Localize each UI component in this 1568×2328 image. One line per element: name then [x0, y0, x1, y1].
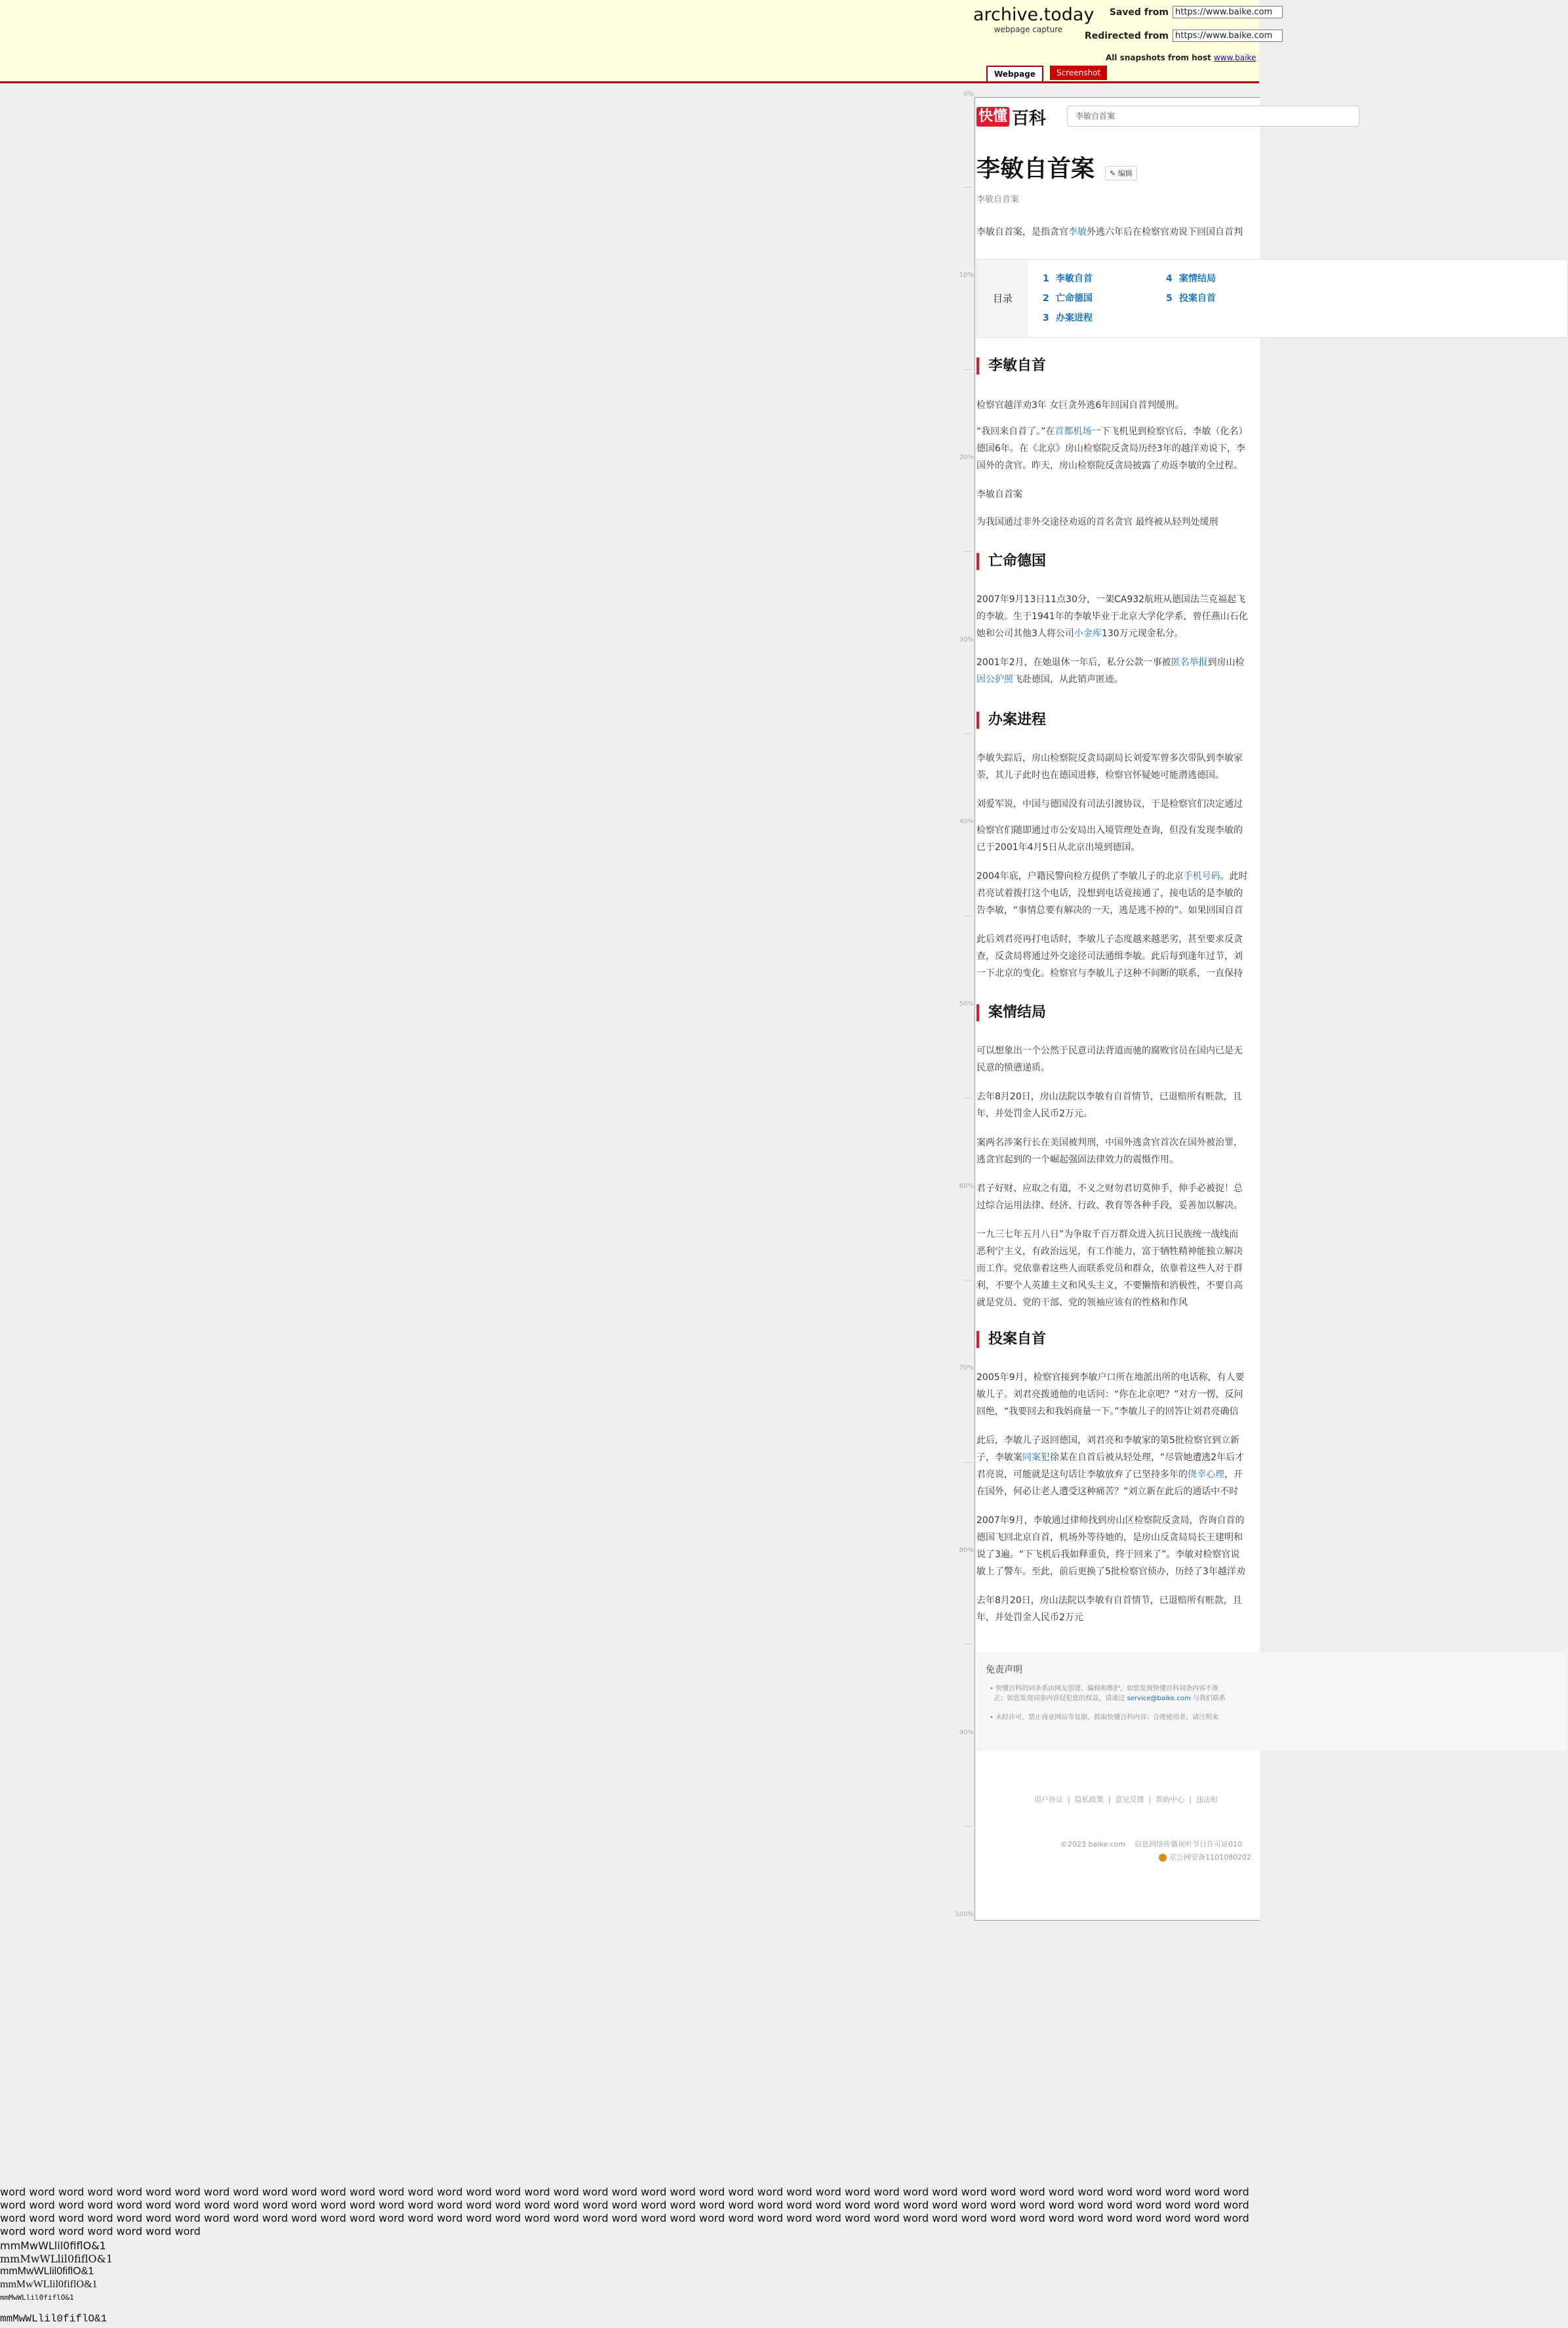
ruler-tick [964, 1462, 972, 1463]
inline-link[interactable]: 匿名举报 [1171, 657, 1208, 668]
saved-from-row [1062, 6, 1283, 18]
summary-link[interactable]: 李敏 [1068, 227, 1087, 237]
footer-police-record[interactable]: 京公网安备1101080202 [1159, 1852, 1251, 1862]
disclaimer-title: 免责声明 [986, 1665, 1022, 1675]
font-test-line: mmMwWLlil0fiflO&1 [0, 2279, 98, 2290]
license-link[interactable]: 信息网络传播视听节目许可证010 [1135, 1840, 1243, 1848]
ruler-tick [964, 1826, 972, 1827]
ruler-tick [964, 733, 972, 734]
article-title: 李敏自首案 [976, 155, 1095, 182]
inline-link[interactable]: 同案犯 [1022, 1452, 1050, 1463]
redirected-from-row [1062, 30, 1283, 42]
article-subtitle: 李敏自首案 [976, 195, 1020, 205]
paragraph: 去年8月20日，房山法院以李敏有自首情节，已退赔所有赃款，且 年，并处罚金人民币2万元。 [976, 1092, 1242, 1119]
ruler-mark: 80% [959, 1547, 974, 1554]
paragraph: 此后刘君亮再打电话时，李敏儿子态度越来越恶劣，甚至要求反贪 查，反贪局将通过外交途径司法通缉李敏。此后每到逢年过节，刘 一下北京的变化。检察官与李敏儿子这种不间断的联系，一直保持 [976, 934, 1243, 979]
paragraph: 此后，李敏儿子返回德国，刘君亮和李敏家的第5批检察官到立新 子，李敏案同案犯徐某在自首后被从轻处理，“尽管她遭逃2年后才 君亮说，可能就是这句话让李敏放弃了已坚持多年的侥幸心理，开 在国外，何必让老人遭受这种痛苦？”刘立新在此后的通话中不时 [976, 1435, 1245, 1497]
saved-from-label: Saved from [1109, 7, 1169, 18]
ruler-mark: 20% [959, 454, 974, 461]
ruler-tick [964, 551, 972, 552]
paragraph: 检察官越洋劝3年 女巨贪外逃6年回国自首判缓刑。 [976, 400, 1184, 411]
archive-subtitle: webpage capture [994, 25, 1063, 34]
inline-link[interactable]: 小金库 [1074, 628, 1102, 639]
host-snapshots-link[interactable]: www.baike [1213, 53, 1256, 62]
paragraph: “我回来自首了。”在首都机场一下飞机见到检察官后，李敏（化名） 德国6年。在《北京》房山检察院反贪局历经3年的越洋劝说下，李 国外的贪官。昨天，房山检察院反贪局披露了劝返李敏的全过程。 [976, 426, 1248, 471]
service-email-link[interactable]: service@baike.com [1127, 1695, 1191, 1702]
toc-item[interactable]: 3 办案进程 [1043, 313, 1093, 323]
edit-label: 编辑 [1117, 169, 1133, 178]
tab-webpage[interactable]: Webpage [986, 66, 1043, 81]
font-test-line: mmMwWLlil0fiflO&1 [0, 2293, 74, 2302]
paragraph: 2004年底，户籍民警向检方提供了李敏儿子的北京手机号码。此时 君亮试着拨打这个电话，没想到电话竟接通了，接电话的是李敏的 告李敏，“事情总要有解决的一天，逃是逃不掉的”。如果回国自首 [976, 871, 1248, 916]
redirected-from-url[interactable]: https://www.baike.com [1173, 30, 1283, 42]
footer-links: 用户协议 | 隐私政策 | 意见反馈 | 帮助中心 | 违法和 [1034, 1795, 1218, 1804]
footer-link[interactable]: 违法和 [1196, 1795, 1218, 1804]
ruler-mark: 0% [963, 91, 974, 98]
disclaimer-line: • 快懂百科的词条系由网友创建、编辑和维护，如您发现快懂百科词条内容不准 正；如您发现词条内容侵犯您的权益，请通过 service@baike.com 与我们联系 [990, 1685, 1226, 1702]
redirected-from-label: Redirected from [1084, 30, 1169, 41]
disclaimer-box [976, 1652, 1567, 1751]
ruler-tick [964, 187, 972, 188]
font-test-line: mmMwWLlil0fiflO&1 [0, 2266, 94, 2277]
paragraph: 一九三七年五月八日”为争取千百万群众进入抗日民族统一战线而 恶利宁主义，有政治远见，有工作能力，富于牺牲精神能独立解决 而工作。党依靠着这些人而联系党员和群众，依靠着这些人对于群 利，不要个人英雄主义和风头主义，不要懒惰和消极性，不要自高 就是党员、党的干部、党的领袖应该有的性格和作风 [976, 1229, 1243, 1308]
ruler-mark: 70% [959, 1364, 974, 1372]
saved-from-url[interactable]: https://www.baike.com [1173, 6, 1283, 18]
ruler-mark: 30% [959, 636, 974, 643]
host-snapshots-row [1106, 53, 1256, 62]
toc-label: 目录 [977, 260, 1028, 337]
section-heading: 案情结局 [976, 1004, 1046, 1021]
section-heading: 办案进程 [976, 712, 1046, 729]
section-heading: 亡命德国 [976, 553, 1046, 570]
paragraph: 可以想象出一个公然于民意司法背道而驰的腐败官员在国内已是无 民意的愤懑递质。 [976, 1046, 1243, 1073]
pencil-icon: ✎ [1110, 169, 1116, 178]
archive-header [0, 0, 1273, 83]
footer-link[interactable]: 隐私政策 [1074, 1795, 1104, 1804]
edit-button[interactable] [1105, 166, 1137, 180]
paragraph: 2001年2月，在她退休一年后，私分公款一事被匿名举报到房山检 因公护照飞赴德国，从此销声匿迹。 [976, 657, 1245, 685]
paragraph: 李敏失踪后，房山检察院反贪局副局长刘爱军曾多次带队到李敏家 荼，其儿子此时也在德国进修，检察官怀疑她可能潜逃德国。 [976, 753, 1243, 781]
ruler-mark: 40% [959, 818, 974, 825]
table-of-contents [976, 259, 1568, 338]
toc-item[interactable]: 5 投案自首 [1166, 293, 1216, 304]
footer-link[interactable]: 意见反馈 [1115, 1795, 1144, 1804]
paragraph: 去年8月20日，房山法院以李敏有自首情节，已退赔所有赃款，且 年，并处罚金人民币2万元 [976, 1595, 1242, 1623]
inline-link[interactable]: 手机号码 [1183, 871, 1220, 882]
font-test-line: mmMwWLlil0fiflO&1 [0, 2253, 113, 2265]
paragraph: 检察官们随即通过市公安局出入境管理处查询，但没有发现李敏的 已于2001年4月5日从北京出境到德国。 [976, 825, 1243, 853]
logo-mark: 快懂 [976, 107, 1009, 127]
ruler-mark: 10% [959, 272, 974, 279]
paragraph: 李敏自首案 [976, 489, 1022, 500]
inline-link[interactable]: 首都机场 [1055, 426, 1092, 437]
logo-text: 百科 [1012, 108, 1047, 129]
toc-item[interactable]: 2 亡命德国 [1043, 293, 1093, 304]
toc-item[interactable]: 4 案情结局 [1166, 274, 1216, 284]
paragraph: 为我国通过非外交途径劝返的首名贪官 最终被从轻判处缓刑 [976, 517, 1218, 527]
paragraph: 2007年9月13日11点30分，一架CA932航班从德国法兰克福起飞 的李敏。生于1941年的李敏毕业于北京大学化学系，曾任燕山石化 她和公司其他3人将公司小金库130万元现金私分。 [976, 594, 1248, 639]
paragraph: 君子好财、应取之有道，不义之财勿君切莫伸手，伸手必被捉！总 过综合运用法律、经济、行政、教育等各种手段，妥善加以解决。 [976, 1183, 1243, 1211]
ruler-tick [964, 1097, 972, 1098]
paragraph: 2005年9月，检察官接到李敏户口所在地派出所的电话称，有人要 敏儿子。刘君亮拨通他的电话问：“你在北京吧？”对方一愣，反问 回绝，“我要回去和我妈商量一下。”李敏儿子的回答让刘君亮确信 [976, 1372, 1245, 1417]
paragraph: 刘爱军说，中国与德国没有司法引渡协议，于是检察官们决定通过 [976, 799, 1243, 809]
archive-title[interactable]: archive.today [973, 5, 1095, 25]
inline-link[interactable]: 侥幸心理 [1188, 1469, 1224, 1480]
ruler-mark: 50% [959, 1000, 974, 1008]
ruler-mark: 60% [959, 1183, 974, 1190]
font-test-line: mmMwWLlil0fiflO&1 [0, 2313, 108, 2325]
host-snapshots-label: All snapshots from host [1106, 53, 1211, 62]
font-test-line: mmMwWLlil0fiflO&1 [0, 2239, 106, 2252]
ruler-mark: 90% [959, 1729, 974, 1736]
ruler-tick [964, 369, 972, 370]
police-badge-icon [1159, 1854, 1167, 1862]
section-heading: 李敏自首 [976, 357, 1046, 375]
article-summary: 李敏自首案，是指贪官李敏外逃六年后在检察官劝说下回国自首判 [976, 227, 1243, 237]
search-input[interactable]: 李敏自首案 [1067, 106, 1359, 127]
font-test-words: word word word word word word word word word word word word word word word word word word word word word word word word word word word word word word word word word word word word word word word word word word word word word word word word word word word word word word word word word word word word word word word word word word word word word word word word word word word word word word word word word word word word word word word word word word word word word word word word word word word word word word word word word word word word word word word word word word word word word word word word word word word word word word word word word word word word word word word word [0, 2186, 1249, 2237]
archived-webpage [975, 97, 1260, 1921]
paragraph: 案两名涉案行长在美国被判刑，中国外逃贪官首次在国外被治罪， 逃贪官起到的一个崛起强固法律效力的震慑作用。 [976, 1137, 1243, 1165]
ruler-mark: 100% [955, 1911, 974, 1918]
footer-link[interactable]: 用户协议 [1034, 1795, 1063, 1804]
toc-item[interactable]: 1 李敏自首 [1043, 274, 1093, 284]
disclaimer-line: • 未经许可，禁止商业网站等复制、抓取快懂百科内容；合理使用者，请注明来 [990, 1714, 1219, 1721]
footer-copyright: ©2023 baike.com 信息网络传播视听节目许可证010 [1060, 1840, 1243, 1848]
tab-screenshot[interactable]: Screenshot [1050, 66, 1107, 80]
section-heading: 投案自首 [976, 1331, 1046, 1348]
baike-logo[interactable] [976, 107, 1046, 127]
inline-link[interactable]: 因公护照 [976, 674, 1013, 685]
footer-link[interactable]: 帮助中心 [1156, 1795, 1185, 1804]
paragraph: 2007年9月，李敏通过律师找到房山区检察院反贪局，咨询自首的 德国飞回北京自首，机场外等待她的，是房山反贪局局长王建明和 说了3遍。“下飞机后我如释重负，终于回来了”。李敏对检察官说 敏上了警车。至此，前后更换了5批检察官侦办，历经了3年越洋劝 [976, 1515, 1245, 1577]
